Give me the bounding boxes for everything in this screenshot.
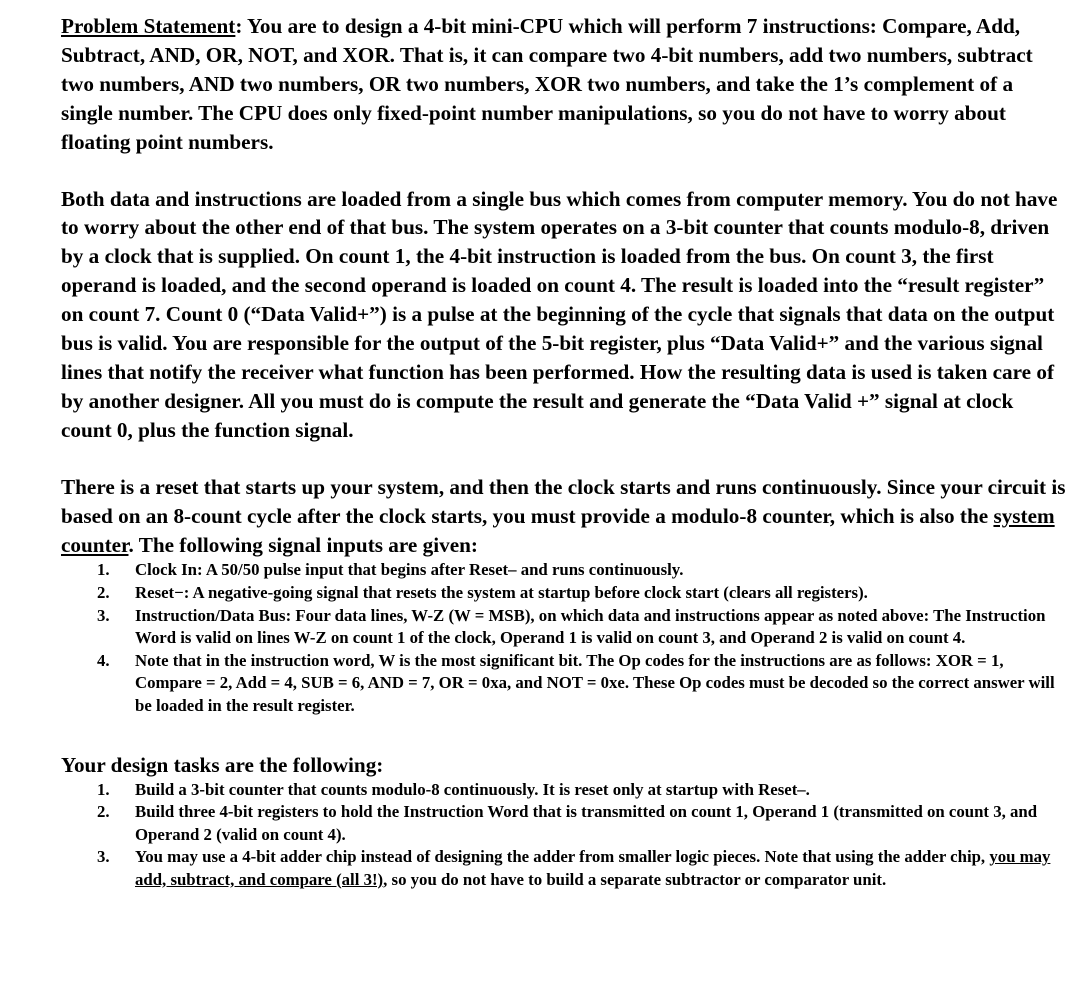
list-item — [61, 582, 1066, 605]
signal-inputs-list — [61, 559, 1066, 717]
list-item — [61, 650, 1066, 718]
task-text-before: You may use a 4-bit adder chip instead of designing the adder from smaller logic pieces. Note that using the adder chip, — [135, 847, 990, 867]
problem-statement-paragraph — [61, 12, 1066, 157]
reset-paragraph — [61, 473, 1066, 560]
list-number: 1. — [97, 779, 110, 799]
list-item-text: Note that in the instruction word, W is the most significant bit. The Op codes for the instructions are as follows: XOR = 1, Compare = 2, Add = 4, SUB = 6, AND = 7, OR = 0xa, and NOT = 0xe. These Op codes must be decoded so the correct answer will be loaded in the result register. — [135, 650, 1055, 715]
reset-text-before: There is a reset that starts up your system, and then the clock starts and runs continuously. Since your circuit is based on an 8-count cycle after the clock starts, you must provide a modulo-8 counter, which is also the — [61, 474, 1066, 528]
list-item-text: Build three 4-bit registers to hold the Instruction Word that is transmitted on count 1, Operand 1 (transmitted on count 3, and Operand 2 (valid on count 4). — [135, 802, 1038, 844]
add-subtract-compare-note: you may add, subtract, and compare (all 3!) — [135, 847, 1051, 889]
list-number: 2. — [97, 583, 110, 602]
list-item — [61, 559, 1066, 582]
bus-paragraph: Both data and instructions are loaded from a single bus which comes from computer memory. You do not have to worry about the other end of that bus. The system operates on a 3-bit counter that counts modulo-8, driven by a clock that is supplied. On count 1, the 4-bit instruction is loaded from the bus. On count 3, the first operand is loaded, and the second operand is loaded on count 4. The result is loaded into the “result register” on count 7. Count 0 (“Data Valid+”) is a pulse at the beginning of the cycle that signals that data on the output bus is valid. You are responsible for the output of the 5-bit register, plus “Data Valid+” and the various signal lines that notify the receiver what function has been performed. How the resulting data is used is taken care of by another designer. All you must do is compute the result and generate the “Data Valid +” signal at clock count 0, plus the function signal. — [61, 186, 1058, 442]
task-text-after: , so you do not have to build a separate subtractor or comparator unit. — [383, 869, 887, 889]
document-page — [61, 12, 1066, 892]
list-number: 1. — [97, 560, 110, 580]
list-number: 2. — [97, 802, 110, 822]
reset-text-after: . The following signal inputs are given: — [128, 532, 478, 557]
list-item-text: Clock In: A 50/50 pulse input that begins after Reset– and runs continuously. — [135, 560, 684, 580]
list-item — [61, 801, 1066, 846]
design-tasks-heading: Your design tasks are the following: — [61, 752, 384, 777]
list-item-text: Build a 3-bit counter that counts modulo-8 continuously. It is reset only at startup with Reset–. — [135, 779, 810, 799]
list-item — [61, 779, 1066, 802]
design-tasks-list — [61, 779, 1066, 892]
list-number: 3. — [97, 847, 110, 867]
list-item-text: Reset−: A negative-going signal that resets the system at startup before clock start (clears all registers). — [135, 583, 868, 602]
list-number: 4. — [97, 650, 110, 670]
list-item — [61, 605, 1066, 650]
problem-statement-heading: Problem Statement — [61, 14, 236, 38]
list-item — [61, 846, 1066, 891]
list-item-text: Instruction/Data Bus: Four data lines, W-Z (W = MSB), on which data and instructions appear as noted above: The Instruction Word is valid on lines W-Z on count 1 of the clock, Operand 1 is valid on count 3, and Operand 2 is valid on count 4. — [135, 605, 1046, 648]
list-number: 3. — [97, 605, 110, 625]
system-counter-term: system counter — [61, 503, 1055, 557]
problem-statement-text: : You are to design a 4-bit mini-CPU which will perform 7 instructions: Compare, Add, Subtract, AND, OR, NOT, and XOR. That is, it can compare two 4-bit numbers, add two numbers, subtract two numbers, AND two numbers, OR two numbers, XOR two numbers, and take the 1’s complement of a single number. The CPU does only fixed-point number manipulations, so you do not have to worry about floating point numbers. — [61, 14, 1033, 154]
